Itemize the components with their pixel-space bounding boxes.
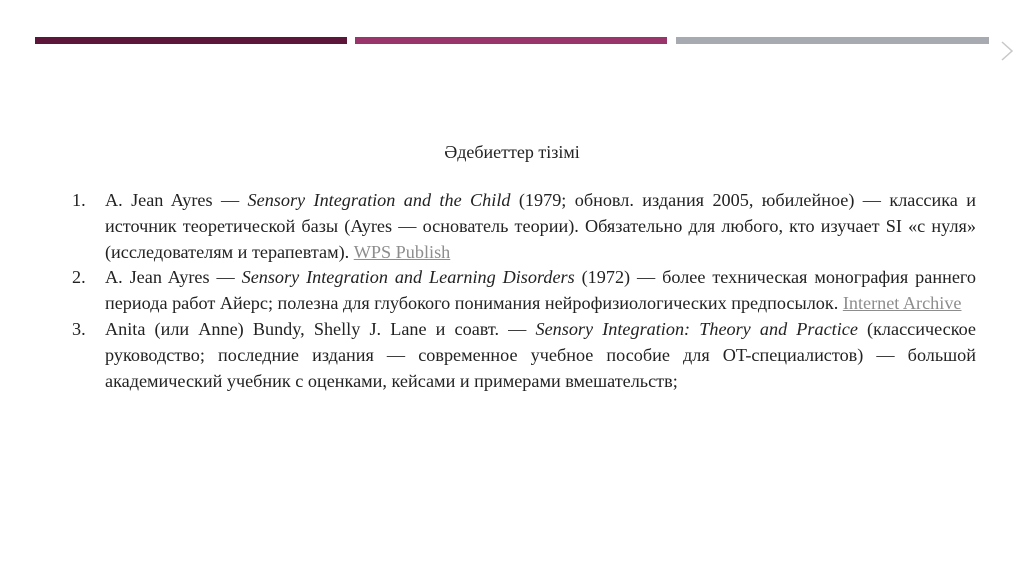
reference-number: 3. bbox=[72, 318, 86, 339]
reference-item-3 bbox=[72, 317, 976, 394]
reference-description: (классическое руководство; последние издания — современное учебное пособие для OT-специалистов) — большой академический учебник с оценками, кейсами и примерами вмешательств; bbox=[105, 318, 977, 391]
reference-work-title: Sensory Integration and the Child bbox=[247, 190, 511, 210]
reference-list bbox=[72, 188, 976, 394]
reference-description: (1972) — более техническая монография раннего периода работ Айерс; полезна для глубокого понимания нейрофизиологических предпосылок. bbox=[105, 267, 976, 314]
reference-work-title: Sensory Integration and Learning Disorders bbox=[241, 267, 575, 288]
reference-description: (1979; обновл. издания 2005, юбилейное) — классика и источник теоретической базы (Ayres — основатель теории). Обязательно для любого, кто изучает SI «с нуля» (исследователям и терапевтам). bbox=[105, 190, 977, 262]
reference-link[interactable]: Internet Archive bbox=[842, 293, 962, 314]
header-bar-dark bbox=[35, 37, 347, 44]
reference-item-1 bbox=[72, 188, 976, 265]
header-bars bbox=[35, 37, 989, 44]
reference-author: A. Jean Ayres — bbox=[105, 190, 248, 210]
reference-author: Anita (или Anne) Bundy, Shelly J. Lane и соавт. — bbox=[105, 318, 536, 339]
reference-number: 1. bbox=[72, 190, 86, 210]
reference-work-title: Sensory Integration: Theory and Practice bbox=[535, 318, 858, 339]
slide-title: Әдебиеттер тізімі bbox=[444, 142, 580, 162]
header-bar-gray bbox=[676, 37, 989, 44]
reference-author: A. Jean Ayres — bbox=[105, 267, 242, 288]
reference-item-2 bbox=[72, 265, 976, 317]
reference-number: 2. bbox=[72, 267, 86, 288]
header-bar-magenta bbox=[355, 37, 667, 44]
reference-link[interactable]: WPS Publish bbox=[353, 241, 451, 262]
corner-chevron-icon bbox=[1000, 40, 1014, 62]
